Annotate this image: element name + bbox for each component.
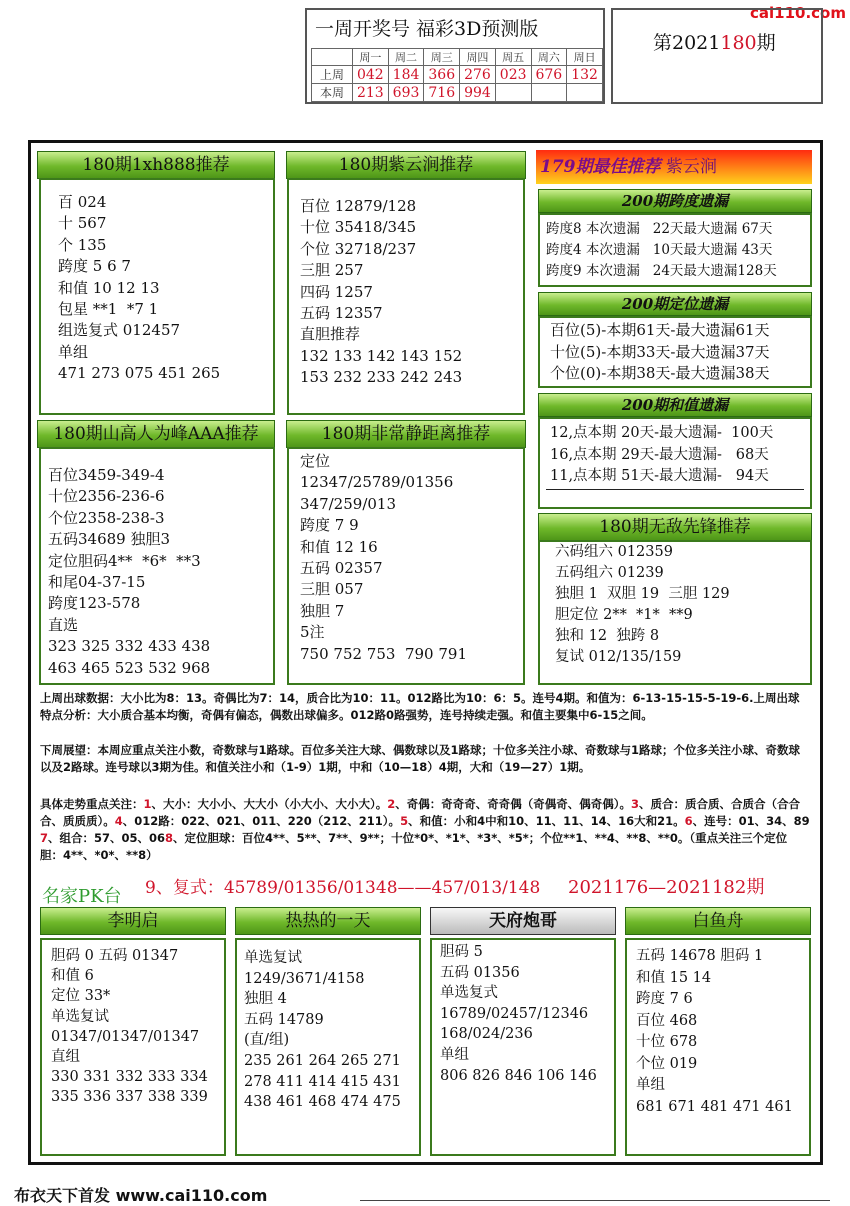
trend-number: 6 [684,814,693,828]
panel-ziyunjian [287,178,525,415]
fushi-recommend: 9、复式：45789/01356/01348——457/013/148 [145,878,541,898]
best-author: 紫云涧 [660,157,717,177]
next-week-outlook: 下周展望：本周应重点关注小数，奇数球与1路球。百位多关注大球、偶数球以及1路球；十位多关注小球、奇数球与1路球；个位多关注小球、奇数球以及2路球。连号球以3期为佳。和值关注小和（1-9）1期，中和（10—18）4期，大和（19—27）1期。 [40,743,800,774]
panel-body: 胆码 0 五码 01347 和值 6 定位 33* 单选复试 01347/01347/01347 直组 330 331 332 333 334 335 336 337 338 339 [51,948,208,1106]
panel-title-feichangjing: 180期非常静距离推荐 [286,420,526,448]
draw-cell [567,84,603,102]
draw-cell: 994 [460,84,496,102]
panel-title-wudi: 180期无敌先锋推荐 [538,513,812,541]
best-label: 179期最佳推荐 [540,157,661,177]
panel-position-miss [538,316,812,388]
draw-cell: 366 [424,66,460,84]
day-header: 周三 [424,49,460,66]
period-suffix: 期 [756,32,776,54]
footer-credit[interactable]: 布衣天下首发 www.cai110.com [14,1186,268,1205]
draw-cell: 184 [388,66,424,84]
row-label-last-week: 上周 [312,66,353,84]
draw-cell: 042 [352,66,388,84]
day-header: 周二 [388,49,424,66]
day-header: 周日 [567,49,603,66]
trend-number: 4 [114,814,123,828]
day-header: 周六 [531,49,567,66]
trend-number: 1 [143,797,152,811]
panel-sum-miss [538,417,812,509]
panel-body: 百 024 十 567 个 135 跨度 5 6 7 和值 10 12 13 包星 **1 *7 1 组选复式 012457 单组 471 273 075 451 265 [58,193,221,383]
trend-text: 、定位胆球：百位4**、5**、7**、9**；十位*0*、*1*、*3*、*5*；个位**1、**4、**8、**0。（重点关注三个定位胆：4**、*0*、**8） [40,831,788,862]
divider [546,489,804,490]
period-box [611,8,823,104]
panel-title-position-miss: 200期定位遗漏 [538,292,812,316]
expert-rere [235,938,421,1156]
trend-text: 、质合：质合质、合质合（合合合、质质质）。 [40,797,801,828]
trend-text: 、组合：57、05、06 [48,831,166,845]
expert-tianfu [430,938,616,1156]
draw-cell: 213 [352,84,388,102]
row-label-this-week: 本周 [312,84,353,102]
expert-limingqi [40,938,226,1156]
trend-text: 、奇偶：奇奇奇、奇奇偶（奇偶奇、偶奇偶）。 [395,797,632,811]
best-recommend-banner [536,150,812,184]
day-header: 周一 [352,49,388,66]
panel-span-miss [538,213,812,287]
expert-title-baiyuzhou: 白鱼舟 [625,907,811,935]
draw-cell: 276 [460,66,496,84]
draw-cell [495,84,531,102]
expert-baiyuzhou [625,938,811,1156]
period-number [653,28,776,55]
panel-title-1xh888: 180期1xh888推荐 [37,151,275,179]
panel-1xh888 [39,178,275,415]
panel-body: 百位3459-349-4 十位2356-236-6 个位2358-238-3 五码34689 独胆3 定位胆码4** *6* **3 和尾04-37-15 跨度123-578 直选 323 325 332 433 438 463 465 523 532 968 [48,466,211,677]
expert-title-rere: 热热的一天 [235,907,421,935]
trend-number: 2 [387,797,396,811]
weekly-table [311,48,603,102]
panel-body: 百位(5)-本期61天-最大遗漏61天 十位(5)-本期33天-最大遗漏37天 个位(0)-本期38天-最大遗漏38天 [550,321,770,382]
trend-number: 7 [40,831,49,845]
panel-shangaoren [39,447,275,685]
panel-body: 六码组六 012359 五码组六 01239 独胆 1 双胆 19 三胆 129 胆定位 2** *1* **9 独和 12 独跨 8 复试 012/135/159 [555,544,730,665]
last-week-analysis: 上周出球数据：大小比为8：13。奇偶比为7：14，质合比为10：11。012路比为10：6：5。连号4期。和值为：6-13-15-15-5-19-6.上周出球特点分析：大小质合基本均衡，奇偶有偏态，偶数出球偏多。012路0路强势，连号持续走强。和值主要集中6-15之间。 [40,691,800,722]
panel-title-span-miss: 200期跨度遗漏 [538,189,812,213]
trend-focus [40,796,810,864]
trend-number: 3 [631,797,640,811]
draw-cell: 132 [567,66,603,84]
panel-title-sum-miss: 200期和值遗漏 [538,393,812,417]
pk-label: 名家PK台 [42,886,122,907]
panel-body: 12,点本期 20天-最大遗漏- 100天 16,点本期 29天-最大遗漏- 68天 11,点本期 51天-最大遗漏- 94天 [550,425,774,484]
trend-text: 、012路：022、021、011、220（212、211）。 [122,814,401,828]
panel-body: 定位 12347/25789/01356 347/259/013 跨度 7 9 和值 12 16 五码 02357 三胆 057 独胆 7 5注 750 752 753 790 791 [300,452,467,663]
period-range: 2021176—2021182期 [568,877,765,898]
panel-body: 跨度8 本次遗漏 22天最大遗漏 67天 跨度4 本次遗漏 10天最大遗漏 43天 跨度9 本次遗漏 24天最大遗漏128天 [546,221,777,279]
draw-cell: 676 [531,66,567,84]
draw-cell: 693 [388,84,424,102]
panel-wudi [538,540,812,685]
weekly-draw-box [305,8,605,104]
table-corner [312,49,353,66]
day-header: 周四 [460,49,496,66]
expert-title-limingqi: 李明启 [40,907,226,935]
draw-cell: 716 [424,84,460,102]
period-prefix: 第2021 [653,32,721,54]
draw-cell: 023 [495,66,531,84]
draw-cell [531,84,567,102]
weekly-title: 一周开奖号 福彩3D预测版 [315,18,539,40]
trend-text: 、大小：大小小、大大小（小大小、大小大）。 [151,797,388,811]
site-logo[interactable]: cai110.com [750,4,846,22]
trend-number: 8 [165,831,174,845]
expert-title-tianfu: 天府炮哥 [430,907,616,935]
footer-line [360,1200,830,1201]
trend-text: 具体走势重点关注： [40,797,144,811]
panel-body: 百位 12879/128 十位 35418/345 个位 32718/237 三胆 257 四码 1257 五码 12357 直胆推荐 132 133 142 143 152 153 232 233 242 243 [300,197,463,387]
panel-body: 胆码 5 五码 01356 单选复式 16789/02457/12346 168/024/236 单组 806 826 846 106 146 [440,944,597,1084]
trend-number: 5 [400,814,409,828]
trend-text: 、连号：01、34、89 [692,814,810,828]
day-header: 周五 [495,49,531,66]
panel-title-shangaoren: 180期山高人为峰AAA推荐 [37,420,275,448]
panel-feichangjing [287,447,525,685]
period-highlight: 180 [720,32,757,54]
panel-body: 单选复试 1249/3671/4158 独胆 4 五码 14789 (直/组) 235 261 264 265 271 278 411 414 415 431 438 461 468 474 475 [244,950,401,1111]
trend-text: 、和值：小和4中和10、11、11、14、16大和21。 [408,814,685,828]
panel-title-ziyunjian: 180期紫云涧推荐 [286,151,526,179]
panel-body: 五码 14678 胆码 1 和值 15 14 跨度 7 6 百位 468 十位 678 个位 019 单组 681 671 481 471 461 [636,948,793,1115]
